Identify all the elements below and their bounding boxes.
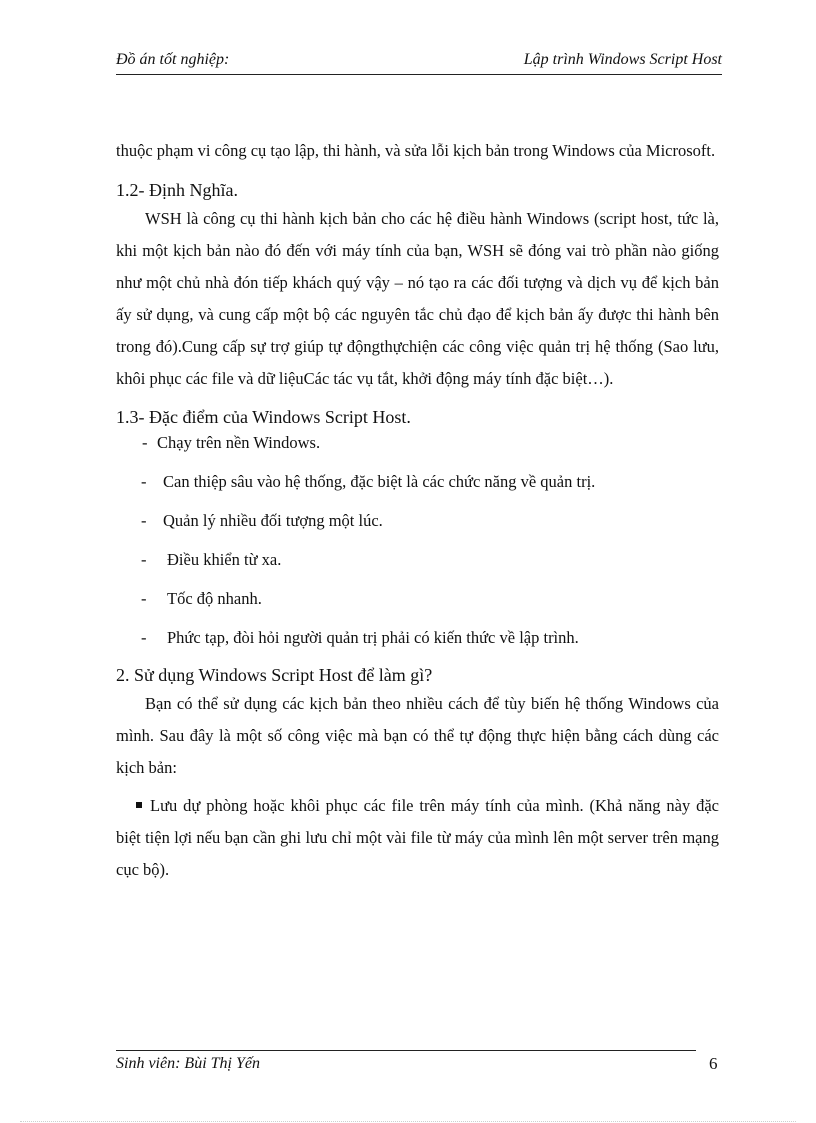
- list-item: [116, 549, 719, 571]
- list-item-text: Chạy trên nền Windows.: [157, 433, 321, 452]
- list-item-text: Quản lý nhiều đối tượng một lúc.: [163, 511, 383, 530]
- dash-marker: -: [141, 511, 147, 530]
- features-list: [116, 432, 719, 649]
- header-right-title: Lập trình Windows Script Host: [523, 51, 722, 68]
- list-item: [116, 432, 719, 454]
- bullet-text: Lưu dự phòng hoặc khôi phục các file trên máy tính của mình. (Khả năng này đặc biệt tiện lợi nếu bạn cần ghi lưu chỉ một vài file từ máy của mình lên một server trên mạng cục bộ).: [116, 796, 719, 879]
- header-left-title: Đồ án tốt nghiệp:: [116, 51, 230, 68]
- page-bottom-edge: [20, 1121, 796, 1122]
- dash-marker: -: [141, 472, 147, 491]
- list-item-text: Phức tạp, đòi hỏi người quản trị phải có kiến thức về lập trình.: [167, 628, 579, 647]
- section-heading-1-3: 1.3- Đặc điểm của Windows Script Host.: [116, 407, 411, 427]
- list-item: [116, 588, 719, 610]
- square-bullet-icon: [136, 802, 142, 808]
- section-heading-2: 2. Sử dụng Windows Script Host để làm gì?: [116, 665, 433, 685]
- page-content: [116, 135, 719, 886]
- dash-marker: -: [141, 628, 147, 647]
- footer-student-name: Sinh viên: Bùi Thị Yến: [116, 1055, 260, 1072]
- list-item-text: Điều khiển từ xa.: [167, 550, 282, 569]
- dash-marker: -: [141, 550, 147, 569]
- page-header: [116, 50, 722, 75]
- dash-marker: -: [141, 589, 147, 608]
- list-item-text: Can thiệp sâu vào hệ thống, đặc biệt là các chức năng về quản trị.: [163, 472, 596, 491]
- list-item: [116, 627, 719, 649]
- section-1-2-paragraph: WSH là công cụ thi hành kịch bản cho các hệ điều hành Windows (script host, tức là, khi một kịch bản nào đó đến với máy tính của bạn, WSH sẽ đóng vai trò phần nào giống như một chủ nhà đón tiếp khách quý vậy – nó tạo ra các đối tượng và dịch vụ để kịch bản ấy sử dụng, và cung cấp một bộ các nguyên tắc chủ đạo để kịch bản ấy được thi hành bên trong đó).Cung cấp sự trợ giúp tự độngthựchiện các công việc quản trị hệ thống (Sao lưu, khôi phục các file và dữ liệuCác tác vụ tắt, khởi động máy tính đặc biệt…).: [116, 209, 719, 388]
- list-item-text: Tốc độ nhanh.: [167, 589, 262, 608]
- section-heading-1-2: 1.2- Định Nghĩa.: [116, 180, 238, 200]
- page-number: 6: [709, 1054, 718, 1073]
- section-2-paragraph: Bạn có thể sử dụng các kịch bản theo nhiều cách để tùy biến hệ thống Windows của mình. Sau đây là một số công việc mà bạn có thể tự động thực hiện bằng cách dùng các kịch bản:: [116, 694, 719, 777]
- footer-divider: [116, 1050, 696, 1051]
- list-item: [116, 471, 719, 493]
- bullet-paragraph: [116, 790, 719, 886]
- intro-paragraph: thuộc phạm vi công cụ tạo lập, thi hành, và sửa lỗi kịch bản trong Windows của Microsoft.: [116, 141, 716, 160]
- dash-marker: -: [142, 433, 148, 452]
- list-item: [116, 510, 719, 532]
